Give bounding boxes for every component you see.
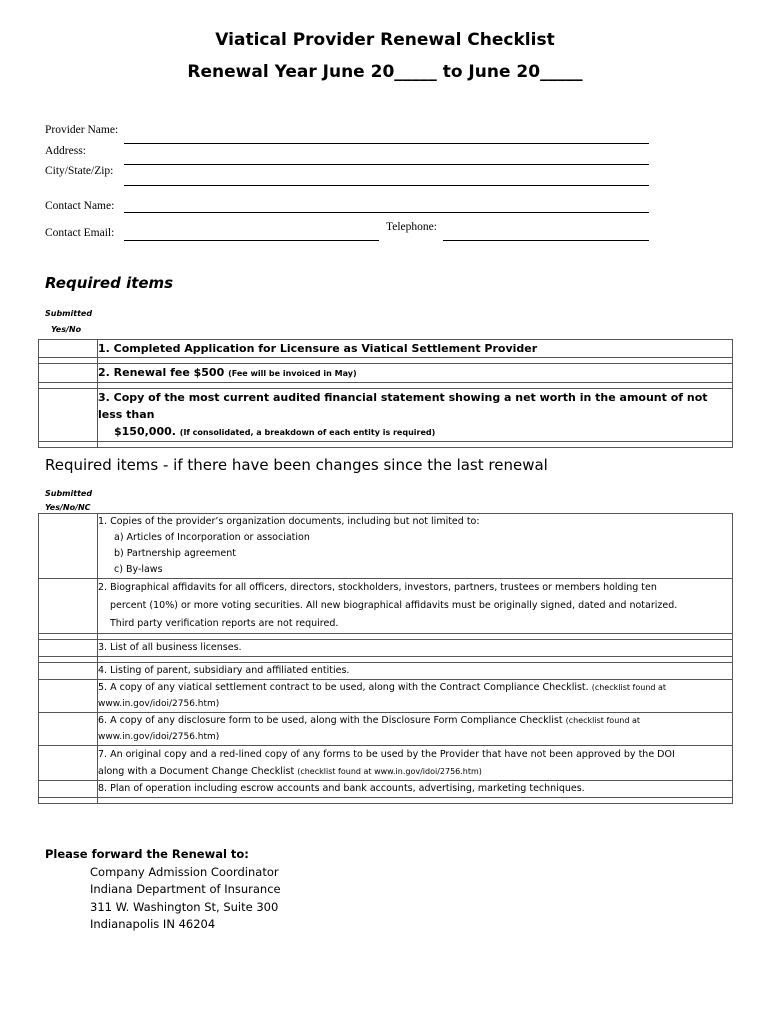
provider-name-label: Provider Name: (45, 124, 119, 136)
table-row (39, 680, 733, 713)
submitted-label: Submitted (45, 489, 93, 498)
submitted-checkbox[interactable] (39, 389, 98, 442)
submitted-checkbox[interactable] (39, 364, 98, 383)
yes-no-label: Yes/No (51, 325, 82, 334)
change-item-6 (98, 713, 733, 746)
item-note: (If consolidated, a breakdown of each entity is required) (179, 428, 436, 437)
submitted-checkbox[interactable] (39, 514, 98, 579)
table-row (39, 663, 733, 680)
address-line: Indianapolis IN 46204 (90, 917, 216, 931)
item-text: along with a Document Change Checklist (98, 766, 295, 777)
item-text: 3. Copy of the most current audited financial statement showing a net worth in the amount of not less than (98, 391, 708, 421)
change-item-5 (98, 680, 733, 713)
address-label: Address: (45, 145, 86, 157)
submitted-checkbox[interactable] (39, 579, 98, 634)
required-item-3 (98, 389, 733, 442)
forward-heading: Please forward the Renewal to: (45, 847, 249, 861)
sub-item: b) Partnership agreement (114, 548, 237, 559)
required-item-1: 1. Completed Application for Licensure as Viatical Settlement Provider (98, 340, 733, 358)
change-item-3: 3. List of all business licenses. (98, 640, 733, 657)
table-row (39, 781, 733, 798)
item-amount: $150,000. (114, 425, 176, 438)
submitted-checkbox[interactable] (39, 340, 98, 358)
item-text: percent (10%) or more voting securities. All new biographical affidavits must be originally signed, dated and notarized. (110, 600, 678, 611)
contact-email-label: Contact Email: (45, 227, 115, 239)
change-item-2 (98, 579, 733, 634)
checklist-link: www.in.gov/idoi/2756.htm) (98, 732, 220, 742)
address-line: Company Admission Coordinator (90, 864, 279, 879)
changes-heading: Required items - if there have been changes since the last renewal (45, 456, 548, 474)
submitted-checkbox[interactable] (39, 746, 98, 781)
item-text: 6. A copy of any disclosure form to be used, along with the Disclosure Form Compliance Checklist (98, 715, 563, 726)
change-item-8: 8. Plan of operation including escrow accounts and bank accounts, advertising, marketing techniques. (98, 781, 733, 798)
item-note: (checklist found at (591, 683, 667, 692)
table-row (39, 579, 733, 634)
item-note: (checklist found at (565, 716, 640, 725)
address-field[interactable] (124, 164, 649, 165)
table-row (39, 713, 733, 746)
change-item-4: 4. Listing of parent, subsidiary and affiliated entities. (98, 663, 733, 680)
page-title: Viatical Provider Renewal Checklist (215, 30, 555, 50)
submitted-checkbox[interactable] (39, 663, 98, 680)
yes-no-nc-label: Yes/No/NC (45, 503, 91, 512)
changes-items-table (38, 513, 733, 804)
telephone-label: Telephone: (386, 221, 437, 233)
city-state-zip-field[interactable] (124, 185, 649, 186)
table-row (39, 514, 733, 579)
required-items-heading: Required items (45, 274, 174, 292)
item-note: (Fee will be invoiced in May) (228, 369, 357, 378)
checklist-link: www.in.gov/idoi/2756.htm) (98, 699, 220, 709)
contact-name-field[interactable] (124, 212, 649, 213)
contact-name-label: Contact Name: (45, 200, 115, 212)
table-row (39, 364, 733, 383)
required-item-2 (98, 364, 733, 383)
table-row (39, 340, 733, 358)
renewal-year: Renewal Year June 20_____ to June 20_____ (187, 62, 583, 82)
item-text: 1. Copies of the provider’s organization documents, including but not limited to: (98, 516, 480, 527)
forward-to-block (45, 846, 281, 934)
address-line: 311 W. Washington St, Suite 300 (90, 899, 279, 914)
sub-item: c) By-laws (114, 564, 163, 575)
item-text: 7. An original copy and a red-lined copy of any forms to be used by the Provider that have not been approved by the DOI (98, 749, 675, 760)
change-item-7 (98, 746, 733, 781)
table-row (39, 746, 733, 781)
item-text: 2. Renewal fee $500 (98, 366, 225, 379)
item-note: (checklist found at www.in.gov/idoi/2756.htm) (297, 767, 482, 776)
required-items-table (38, 339, 733, 448)
table-row (39, 640, 733, 657)
telephone-field[interactable] (443, 240, 649, 241)
address-line: Indiana Department of Insurance (90, 882, 281, 896)
table-row (39, 389, 733, 442)
submitted-checkbox[interactable] (39, 640, 98, 657)
item-text: 5. A copy of any viatical settlement contract to be used, along with the Contract Compliance Checklist. (98, 682, 589, 693)
submitted-label: Submitted (45, 309, 93, 318)
city-state-zip-label: City/State/Zip: (45, 165, 114, 177)
sub-item: a) Articles of Incorporation or association (114, 532, 310, 543)
submitted-checkbox[interactable] (39, 781, 98, 798)
item-text: 2. Biographical affidavits for all officers, directors, stockholders, investors, partners, trustees or members holding ten (98, 582, 657, 593)
submitted-checkbox[interactable] (39, 680, 98, 713)
submitted-checkbox[interactable] (39, 713, 98, 746)
provider-name-field[interactable] (124, 143, 649, 144)
change-item-1 (98, 514, 733, 579)
contact-email-field[interactable] (124, 240, 379, 241)
item-text: Third party verification reports are not required. (110, 618, 339, 629)
